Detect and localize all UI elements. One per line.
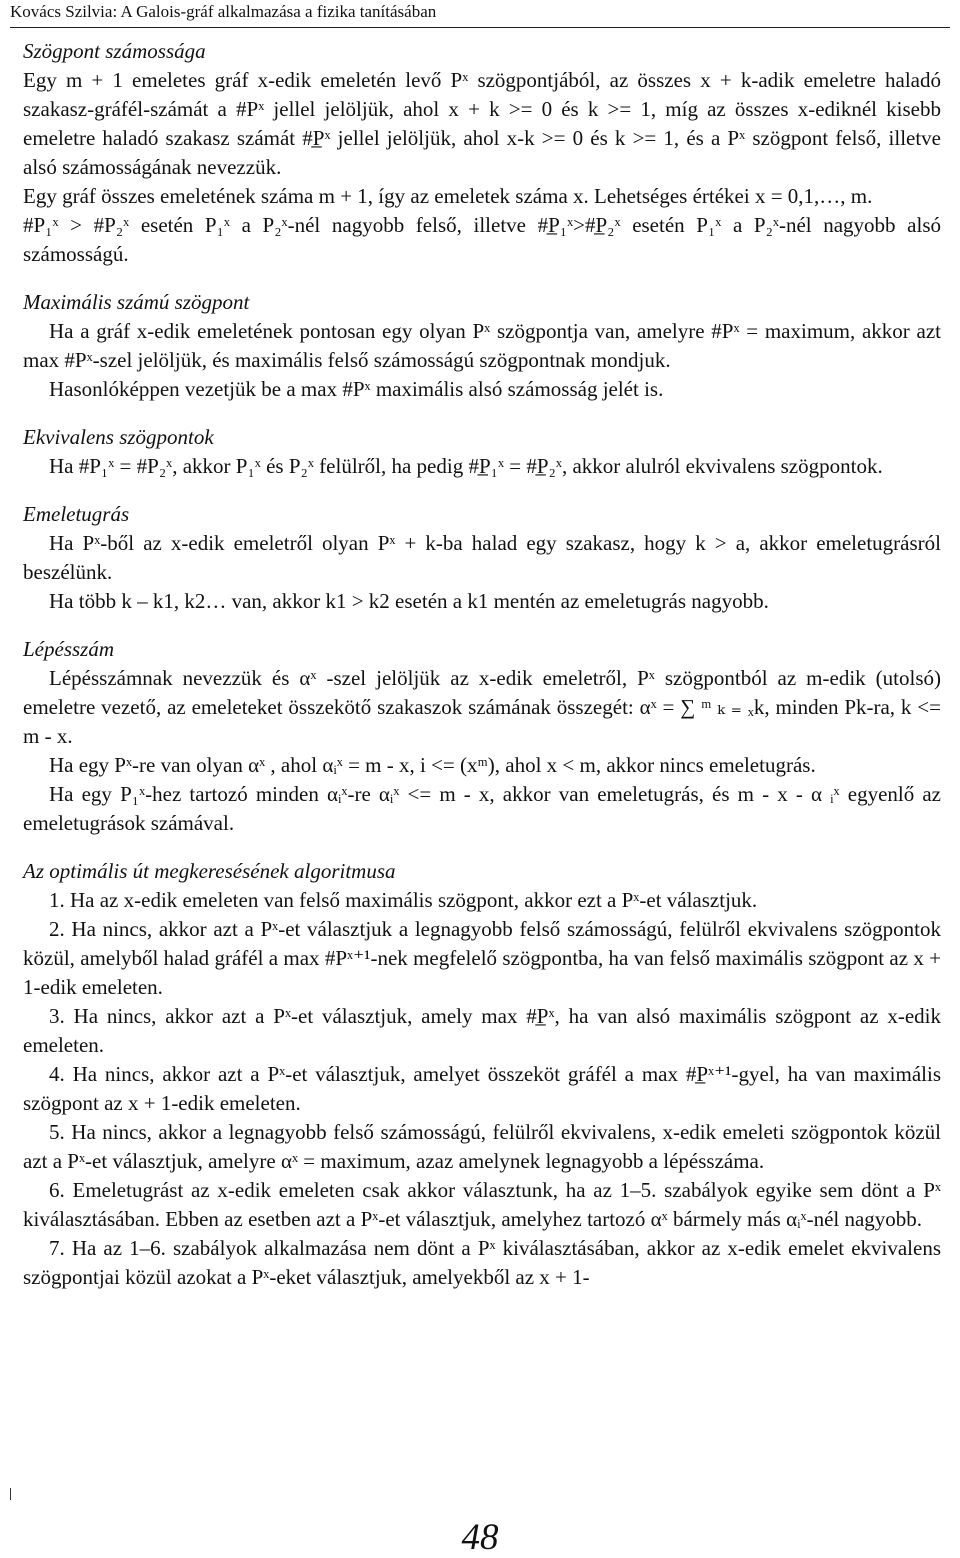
margin-rule [10, 1488, 11, 1500]
algorithm-step: 6. Emeletugrást az x-edik emeleten csak akkor választunk, ha az 1–5. szabályok egyike sem dönt a Pˣ kiválasztásában. Ebben az esetben azt a Pˣ-et választjuk, amelyhez tartozó αˣ bármely más αᵢˣ-nél nagyobb. [23, 1178, 941, 1231]
paragraph: Ha egy P₁ˣ-hez tartozó minden αᵢˣ-re αᵢˣ <= m - x, akkor van emeletugrás, és m - x - α ᵢˣ egyenlő az emeletugrások számával. [23, 782, 941, 835]
paragraph: Lépésszámnak nevezzük és αˣ -szel jelöljük az x-edik emeletről, Pˣ szögpontból az m-edik (utolsó) emeletre vezető, az emeleteket összekötő szakaszok számának összegét: αˣ = ∑ ᵐ ₖ ₌ ₓk, minden Pk-ra, k <= m - x. [23, 666, 941, 748]
algorithm-step: 2. Ha nincs, akkor azt a Pˣ-et választjuk a legnagyobb felső számosságú, felülről ekvivalens szögpontok közül, amelyből halad gráfél a max #Pˣ⁺¹-nek megfelelő szögpontba, ha van felső maximális szögpont az x + 1-edik emeleten. [23, 917, 941, 999]
algorithm-step: 1. Ha az x-edik emeleten van felső maximális szögpont, akkor ezt a Pˣ-et választjuk. [49, 888, 758, 912]
algorithm-step: 7. Ha az 1–6. szabályok alkalmazása nem dönt a Pˣ kiválasztásában, akkor az x-edik emelet ekvivalens szögpontjai közül azokat a Pˣ-eket választjuk, amelyekből az x + 1- [23, 1236, 941, 1289]
section-title: Az optimális út megkeresésének algoritmusa [23, 859, 396, 883]
paragraph: Ha több k – k1, k2… van, akkor k1 > k2 esetén a k1 mentén az emeletugrás nagyobb. [49, 589, 769, 613]
algorithm-step: 4. Ha nincs, akkor azt a Pˣ-et választjuk, amelyet összeköt gráfél a max #P̲ˣ⁺¹-gyel, ha van maximális szögpont az x + 1-edik emeleten. [23, 1062, 941, 1115]
paragraph: Egy m + 1 emeletes gráf x-edik emeletén levő Pˣ szögpontjából, az összes x + k-adik emeletre haladó szakasz-gráfél-számát a #Pˣ jellel jelöljük, ahol x + k >= 0 és k >= 1, míg az összes x-ediknél kisebb emeletre haladó szakasz számát #P̲ˣ jellel jelöljük, ahol x-k >= 0 és k >= 1, és a Pˣ szögpont felső, illetve alsó számosságának nevezzük. [23, 68, 941, 179]
section-ekvivalens-szogpontok [23, 423, 941, 481]
section-title: Szögpont számossága [23, 39, 206, 63]
paragraph: Ha a gráf x-edik emeletének pontosan egy olyan Pˣ szögpontja van, amelyre #Pˣ = maximum, akkor azt max #Pˣ-szel jelöljük, és maximális felső számosságú szögpontnak mondjuk. [23, 319, 941, 372]
section-szogpont-szamossaga [23, 37, 941, 269]
section-title: Maximális számú szögpont [23, 290, 250, 314]
page-body [23, 37, 941, 1311]
section-title: Lépésszám [23, 637, 115, 661]
section-title: Emeletugrás [23, 502, 130, 526]
algorithm-step: 5. Ha nincs, akkor a legnagyobb felső számosságú, felülről ekvivalens, x-edik emeleti szögpontok közül azt a Pˣ-et választjuk, amelyre αˣ = maximum, azaz amelynek legnagyobb a lépésszáma. [23, 1120, 941, 1173]
paragraph: Hasonlóképpen vezetjük be a max #Pˣ maximális alsó számosság jelét is. [49, 377, 664, 401]
page-number: 48 [461, 1517, 499, 1558]
section-algoritmus [23, 857, 941, 1292]
paragraph: Ha egy Pˣ-re van olyan αˣ , ahol αᵢˣ = m - x, i <= (xᵐ), ahol x < m, akkor nincs emeletugrás. [49, 753, 816, 777]
paragraph: Egy gráf összes emeletének száma m + 1, így az emeletek száma x. Lehetséges értékei x = 0,1,…, m. [23, 184, 873, 208]
section-title: Ekvivalens szögpontok [23, 425, 214, 449]
section-maximalis-szogpont [23, 288, 941, 404]
paragraph: Ha Pˣ-ből az x-edik emeletről olyan Pˣ + k-ba halad egy szakasz, hogy k > a, akkor emeletugrásról beszélünk. [23, 531, 941, 584]
section-lepesszam [23, 635, 941, 838]
running-header: Kovács Szilvia: A Galois-gráf alkalmazása a fizika tanításában [10, 0, 950, 28]
paragraph: #P₁ˣ > #P₂ˣ esetén P₁ˣ a P₂ˣ-nél nagyobb felső, illetve #P̲₁ˣ>#P̲₂ˣ esetén P₁ˣ a P₂ˣ-nél nagyobb alsó számosságú. [23, 213, 941, 266]
paragraph: Ha #P₁ˣ = #P₂ˣ, akkor P₁ˣ és P₂ˣ felülről, ha pedig #P̲₁ˣ = #P̲₂ˣ, akkor alulról ekvivalens szögpontok. [49, 454, 883, 478]
algorithm-step: 3. Ha nincs, akkor azt a Pˣ-et választjuk, amely max #P̲ˣ, ha van alsó maximális szögpont az x-edik emeleten. [23, 1004, 941, 1057]
section-emeletugras [23, 500, 941, 616]
